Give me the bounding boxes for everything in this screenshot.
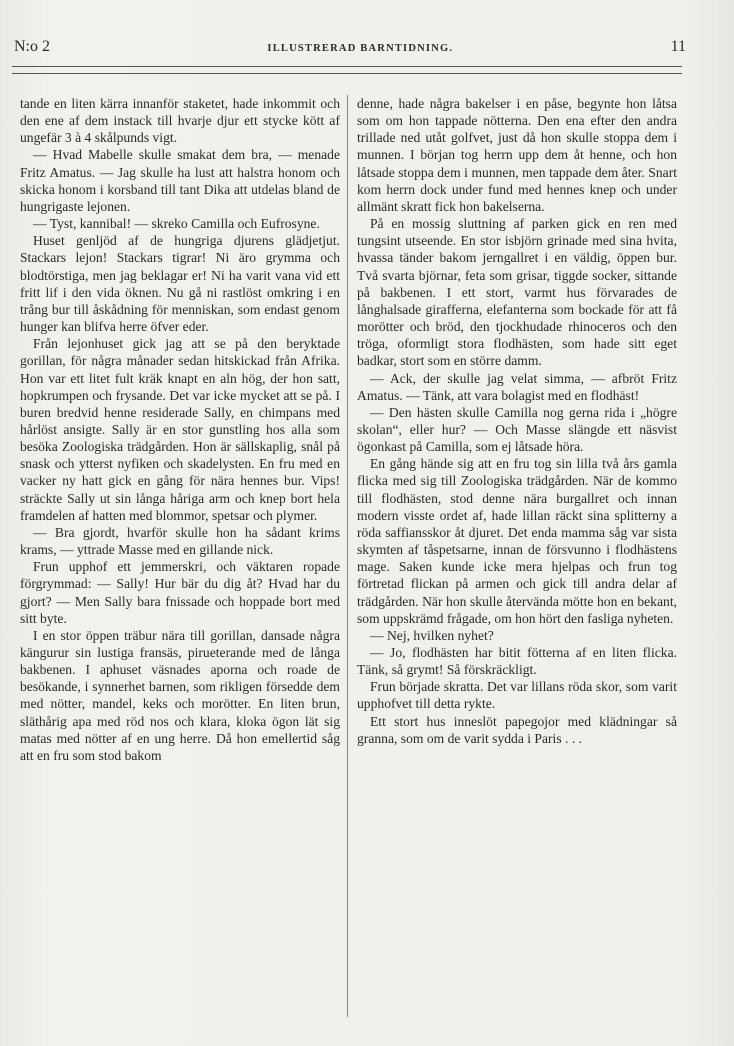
publication-title: ILLUSTRERAD BARNTIDNING. bbox=[267, 43, 454, 54]
issue-number: N:o 2 bbox=[14, 38, 50, 55]
paragraph: — Jo, flodhästen har bitit fötterna af en liten flicka. Tänk, så grymt! Så förskräckligt. bbox=[357, 645, 677, 678]
page-number: 11 bbox=[670, 38, 686, 55]
paragraph: — Den hästen skulle Camilla nog gerna rida i „högre skolan“, eller hur? — Och Masse slängde ett näsvist ögonkast på Camilla, som ej låtsade höra. bbox=[357, 404, 677, 455]
header-rule-top bbox=[12, 66, 682, 67]
right-column bbox=[357, 95, 677, 747]
paragraph: tande en liten kärra innanför staketet, hade inkommit och den ene af dem instack till hvarje djur ett stycke kött af ungefär 3 à 4 skålpunds vigt. bbox=[20, 96, 340, 146]
paragraph: — Nej, hvilken nyhet? bbox=[370, 627, 494, 643]
header-rule-bottom bbox=[12, 73, 682, 74]
paragraph: Frun upphof ett jemmerskri, och väktaren ropade förgrymmad: — Sally! Hur bär du dig åt? Hvad har du gjort? — Men Sally bara fnissade och hoppade bort med sitt byte. bbox=[20, 559, 340, 626]
paragraph: I en stor öppen träbur nära till gorillan, dansade några kängurur sin lustiga fransäs, pirueterande med de långa bakbenen. I aphuset väsnades aporna och roade de besökande, i synnerhet barnen, som rikligen försedde dem med nötter, mandel, keks och morötter. En liten brun, släthårig apa med röd nos och klara, kloka ögon lät sig matas med nötter af en ung herre. Då hon emellertid såg att en fru som stod bakom bbox=[20, 627, 340, 763]
paragraph: — Bra gjordt, hvarför skulle hon ha sådant krims krams, — yttrade Masse med en gillande nick. bbox=[20, 524, 340, 558]
paragraph: — Ack, der skulle jag velat simma, — afbröt Fritz Amatus. — Tänk, att vara bolagist med en flodhäst! bbox=[357, 370, 677, 403]
paragraph: Frun började skratta. Det var lillans röda skor, som varit upphofvet till detta rykte. bbox=[357, 679, 677, 712]
left-column bbox=[20, 95, 340, 764]
column-divider bbox=[347, 95, 348, 1017]
paragraph: Huset genljöd af de hungriga djurens glädjetjut. Stackars lejon! Stackars tigrar! Ni äro grymma och blodtörstiga, men jag beklagar er! Ni ha varit vana vid ett fritt lif i den vida öknen. Nu gå ni rastlöst omkring i en trång bur till åskådning för menniskan, som endast genom hunger kan blifva herre öfver eder. bbox=[20, 233, 340, 335]
paragraph: På en mossig sluttning af parken gick en ren med tungsint utseende. En stor isbjörn grinade med sina hvita, hvassa tänder bakom jerngallret i en väldig, öppen bur. Två svarta björnar, feta som grisar, tiggde socker, sittande på bakbenen. I ett stort, varmt hus förvarades de långhalsade girafferna, elefanterna som bockade för att få morötter och bröd, den tjockhudade rhinoceros och den tröga, oformligt stora flodhästen, som hade sitt eget badkar, stort som en större damm. bbox=[357, 216, 677, 369]
paragraph: — Hvad Mabelle skulle smakat dem bra, — menade Fritz Amatus. — Jag skulle ha lust att halstra honom och skicka honom i korsband till tant Dika att utdelas bland de hungrigaste lejonen. bbox=[20, 147, 340, 214]
paragraph: En gång hände sig att en fru tog sin lilla två års gamla flicka med sig till Zoologiska trädgården. När de kommo till flodhästen, stod denne nära burgallret och innan modern visste ordet af, hade lillan räckt sina splitterny a röda saffiansskor åt djuret. Det enda mamma såg var sista skymten af tåspetsarne, innan de försvunno i flodhästens mage. Saken kunde icke mera hjelpas och frun tog förtretad flickan på armen och gick till andra delar af trädgården. När hon skulle återvända mötte hon en bekant, som uppskrämd frågade, om hon hört den fasliga nyheten. bbox=[357, 456, 677, 626]
paragraph: Ett stort hus inneslöt papegojor med klädningar så granna, som om de varit sydda i Paris . . . bbox=[357, 713, 677, 746]
page-header bbox=[14, 38, 686, 64]
paragraph: denne, hade några bakelser i en påse, begynte hon låtsa som om hon tappade nötterna. Den ena efter den andra trillade ned utåt golfvet, just då hon skulle stoppa dem i munnen. I början tog herrn upp dem åt henne, och hon låtsade stoppa dem i munnen, men tappade dem åter. Snart kom herrn dock under fund med hennes knep och under allmänt skratt fick hon bakelserna. bbox=[357, 96, 677, 214]
paragraph: — Tyst, kannibal! — skreko Camilla och Eufrosyne. bbox=[33, 216, 320, 232]
paragraph: Från lejonhuset gick jag att se på den beryktade gorillan, för några månader sedan hitskickad från Afrika. Hon var ett litet fult kräk knapt en aln hög, der hon satt, hopkrumpen och frysande. Det var icke mycket att se på. I buren bredvid henne residerade Sally, en chimpans med hårlöst ansigte. Sally är en stor gunstling hos alla som besöka Zoologiska trädgården. Hon är sällskaplig, snål på snask och ytterst nyfiken och skadelysten. En fru med en vacker ny hatt gick en gång för nära hennes bur. Vips! sträckte Sally ut sin långa håriga arm och knep bort hela framdelen af hatten med blommor, spetsar och plymer. bbox=[20, 336, 340, 523]
